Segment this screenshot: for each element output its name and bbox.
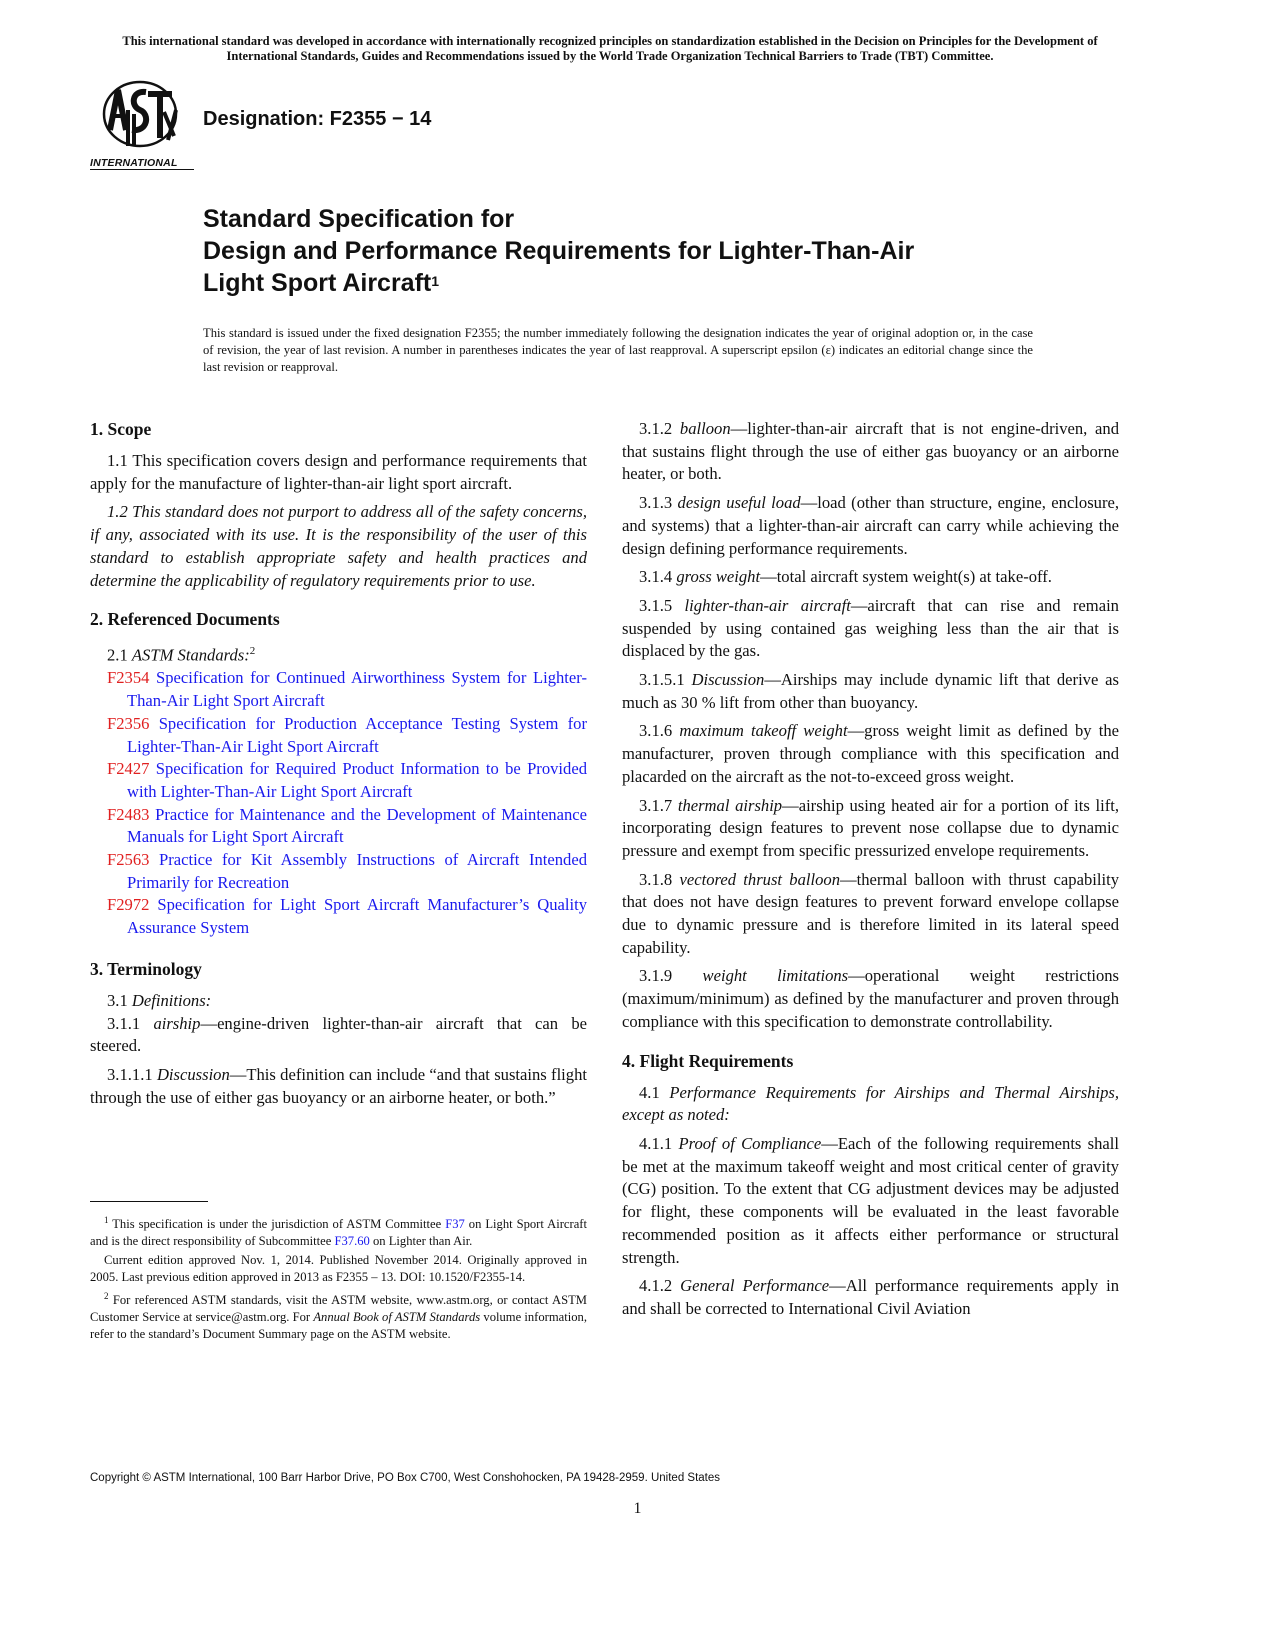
footnote-divider [90,1201,208,1202]
title-line-1: Standard Specification for [203,205,515,233]
defined-term: gross weight [676,567,761,587]
title-footnote-marker: 1 [431,273,440,289]
left-column [90,418,587,1115]
reference-link[interactable] [107,804,587,849]
defined-term: balloon [679,419,731,438]
defined-term: General Performance [680,1276,830,1296]
logo-international-text: INTERNATIONAL [90,158,194,170]
title-line-3 [203,267,1103,299]
paragraph-3-1-5-1 [622,669,1119,714]
definition-text: —load (other than structure, engine, enclosure, and systems) that a lighter-than-air aircraft can carry while achieving the design defining performance requirements. [622,493,1120,558]
paragraph-4-1-2 [622,1275,1119,1320]
paragraph-3-1-8 [622,869,1119,960]
defined-term: vectored thrust balloon [679,869,841,889]
paragraph-3-1-2 [622,418,1119,486]
paragraph-4-1 [622,1082,1119,1127]
defined-term: Proof of Compliance [678,1133,822,1153]
definition-text: —engine-driven lighter-than-air aircraft that can be steered. [90,1013,587,1056]
footnote-1 [90,1212,587,1250]
paragraph-2-1-footnote: 2 [249,645,256,658]
defined-term: lighter-than-air aircraft [684,595,851,615]
definition-text: —lighter-than-air aircraft that is not engine-driven, and that sustains flight through the use of either gas buoyancy or an airborne heater, or both. [622,419,1119,484]
reference-title: Specification for Continued Airworthiness System for Lighter-Than-Air Light Sport Aircraft [127,668,588,711]
paragraph-2-1-text: ASTM Standards: [131,645,250,665]
paragraph-number: 3.1.6 [639,721,673,741]
paragraph-number: 3.1.3 [639,493,673,513]
paragraph-number: 4.1 [639,1082,660,1102]
paragraph-3-1-9 [622,965,1119,1033]
footnote-text: volume information, refer to the standard’s Document Summary page on the ASTM website. [90,1310,587,1342]
reference-code: F2563 [107,850,150,870]
definition-text: —aircraft that can rise and remain suspended by using contained gas weighing less than the air that is displaced by the gas. [622,595,1119,661]
definition-text: —Airships may include dynamic lift that derive as much as 30 % lift from other than buoyancy. [622,670,1119,712]
subcommittee-link[interactable]: F37.60 [334,1234,370,1249]
referenced-standards-list [107,667,587,939]
reference-title: Specification for Light Sport Aircraft Manufacturer’s Quality Assurance System [127,895,587,938]
reference-code: F2483 [107,804,150,824]
section-heading-flight-requirements: 4. Flight Requirements [622,1050,794,1071]
defined-term: design useful load [677,493,801,513]
paragraph-4-1-1 [622,1133,1119,1269]
definition-text: —gross weight limit as defined by the manufacturer, proven through compliance with this specification and placarded on the aircraft as the not-to-exceed gross weight. [622,721,1120,786]
reference-code: F2972 [107,895,150,915]
reference-title: Practice for Kit Assembly Instructions of Aircraft Intended Primarily for Recreation [127,850,587,892]
paragraph-number: 3.1.1.1 [107,1065,153,1084]
definition-text: —All performance requirements apply in and shall be corrected to International Civil Aviation [622,1276,1119,1318]
title-line-3-text: Light Sport Aircraft [203,269,432,297]
footnotes [90,1212,587,1345]
paragraph-4-1-text: Performance Requirements for Airships and Thermal Airships, except as noted: [622,1082,1119,1125]
definition-text: —thermal balloon with thrust capability that does not have design features to prevent forward envelope collapse due to dynamic pressure and is therefore limited in its lateral speed capability. [622,869,1119,957]
footnote-text: This specification is under the jurisdiction of ASTM Committee [112,1217,442,1232]
reference-link[interactable] [107,713,587,758]
defined-term: maximum takeoff weight [679,721,848,741]
document-title [203,203,1103,299]
paragraph-3-1 [90,990,587,1013]
footnote-marker: 1 [104,1215,109,1225]
issuance-notice: This standard is issued under the fixed designation F2355; the number immediately following the designation indicates the year of original adoption or, in the case of revision, the year of last revision. A number in parentheses indicates the year of last reapproval. A superscript epsilon (ε) indicates an editorial change since the last revision or reapproval. [203,326,1033,374]
footnote-text: on Lighter than Air. [373,1234,473,1249]
paragraph-3-1-5 [622,595,1119,663]
designation: Designation: F2355 − 14 [203,108,432,130]
section-heading-referenced-documents: 2. Referenced Documents [90,609,280,630]
paragraph-3-1-6 [622,720,1119,788]
reference-link[interactable] [107,894,587,939]
reference-code: F2354 [107,668,150,688]
paragraph-3-1-7 [622,795,1119,863]
definition-text: —operational weight restrictions (maximum/minimum) as defined by the manufacturer and proven through compliance with this specification to demonstrate controllability. [622,966,1119,1031]
footnote-text: For referenced ASTM standards, visit the ASTM website, www.astm.org, or contact ASTM Customer Service at service@astm.org. For [90,1293,587,1325]
paragraph-1-1: 1.1 This specification covers design and performance requirements that apply for the manufacture of lighter-than-air light sport aircraft. [90,451,587,493]
paragraph-3-1-1-1 [90,1064,587,1109]
paragraph-1-2: 1.2 This standard does not purport to address all of the safety concerns, if any, associated with its use. It is the responsibility of the user of this standard to establish appropriate safety and health practices and determine the applicability of regulatory requirements prior to use. [90,502,587,590]
right-column [622,418,1119,1327]
paragraph-number: 3.1.5.1 [639,670,685,690]
definition-text: —total aircraft system weight(s) at take-off. [760,567,1052,587]
paragraph-number: 3.1.9 [639,966,673,986]
reference-title: Specification for Production Acceptance Testing System for Lighter-Than-Air Light Sport Aircraft [127,713,587,756]
paragraph-number: 3.1.5 [639,595,673,615]
paragraph-number: 3.1.2 [639,419,673,438]
definition-text: —This definition can include “and that sustains flight through the use of either gas buoyancy or an airborne heater, or both.” [90,1065,587,1107]
title-line-2: Design and Performance Requirements for Lighter-Than-Air [203,237,915,265]
paragraph-number: 3.1.8 [639,869,673,889]
reference-title: Practice for Maintenance and the Development of Maintenance Manuals for Light Sport Aircraft [127,804,587,847]
paragraph-3-1-4 [622,566,1119,589]
reference-title: Specification for Required Product Information to be Provided with Lighter-Than-Air Light Sport Aircraft [127,759,587,801]
paragraph-number: 3.1.7 [639,795,673,815]
section-heading-scope: 1. Scope [90,419,152,439]
section-heading-terminology: 3. Terminology [90,958,202,979]
paragraph-number: 3.1.4 [639,567,673,587]
reference-link[interactable] [107,758,587,803]
definition-text: —Each of the following requirements shall be met at the maximum takeoff weight and most critical center of gravity (CG) position. To the extent that CG adjustment devices may be adjusted for flight, these components will be evaluated in the least favorable recommended position as it affects either performance or structural strength. [622,1133,1119,1267]
reference-link[interactable] [107,849,587,894]
defined-term: weight limitations [702,966,849,986]
paragraph-2-1-number: 2.1 [107,645,128,665]
defined-term: Discussion [691,670,765,690]
paragraph-number: 3.1.1 [107,1013,141,1033]
footnote-italic-text: Annual Book of ASTM Standards [313,1310,481,1325]
paragraph-number: 4.1.1 [639,1133,673,1153]
wto-notice: This international standard was developed in accordance with internationally recognized principles on standardization established in the Decision on Principles for the Development of International Standards, Guides and Recommendations issued by the World Trade Organization Technical Barriers to Trade (TBT) Committee. [122,34,1098,63]
paragraph-3-1-text: Definitions: [131,990,212,1010]
footnote-text: on Light Sport Aircraft and is the direct responsibility of Subcommittee [90,1217,587,1249]
footnote-edition: Current edition approved Nov. 1, 2014. Published November 2014. Originally approved in 2005. Last previous edition approved in 2013 as F2355 – 13. DOI: 10.1520/F2355-14. [90,1253,587,1285]
reference-code: F2356 [107,713,150,733]
footnote-2 [90,1288,587,1343]
defined-term: airship [153,1013,201,1033]
paragraph-3-1-1 [90,1013,587,1058]
paragraph-number: 3.1 [107,990,128,1010]
paragraph-number: 4.1.2 [639,1276,673,1296]
reference-link[interactable] [107,667,587,712]
paragraph-2-1 [90,640,587,667]
reference-code: F2427 [107,759,150,779]
defined-term: thermal airship [677,795,783,815]
copyright-footer: Copyright © ASTM International, 100 Barr Harbor Drive, PO Box C700, West Conshohocken, PA 19428-2959. United States [90,1472,721,1484]
footnote-marker: 2 [104,1291,109,1302]
paragraph-3-1-3 [622,492,1119,560]
page-number: 1 [633,1500,642,1517]
defined-term: Discussion [156,1065,230,1084]
astm-logo [88,80,194,172]
committee-link[interactable]: F37 [445,1217,465,1232]
definition-text: —airship using heated air for a portion of its lift, incorporating design features to prevent nose collapse due to dynamic pressure and exempt from specific pressurized envelope requirements. [622,795,1119,860]
